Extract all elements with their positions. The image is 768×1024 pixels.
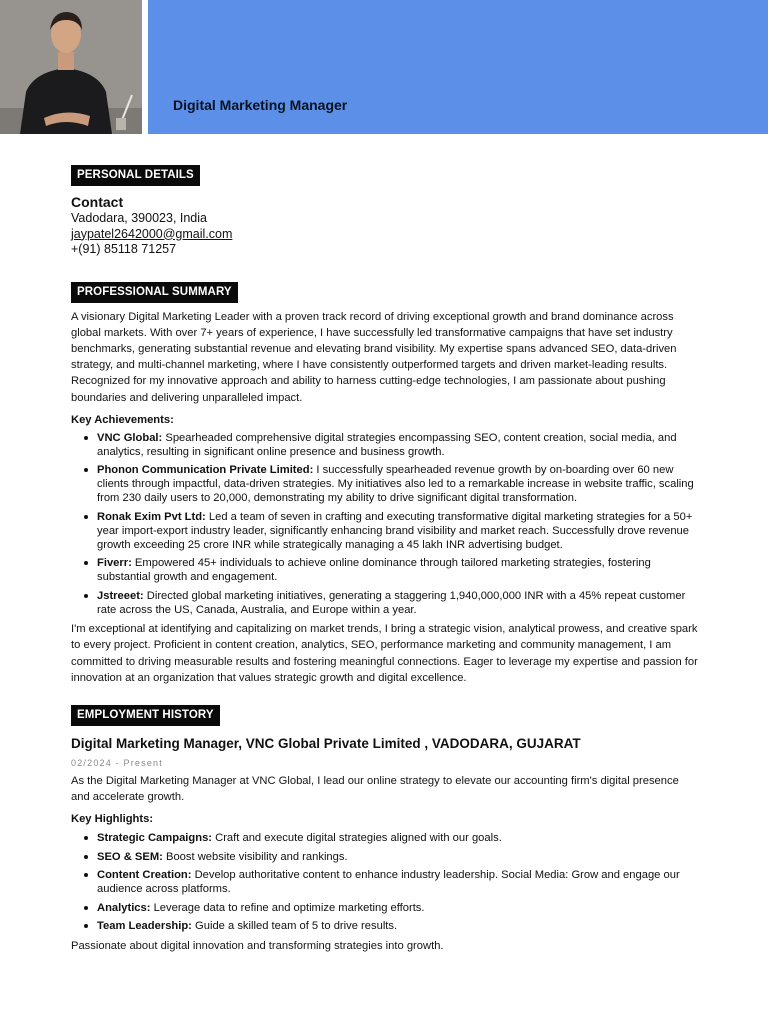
list-item — [71, 919, 699, 933]
email-link[interactable]: jaypatel2642000@gmail.com — [71, 226, 233, 241]
highlights-list — [71, 831, 699, 933]
list-item — [71, 850, 699, 864]
contact-title: Contact — [71, 194, 124, 210]
highlight-text: Craft and execute digital strategies aligned with our goals. — [212, 832, 502, 845]
list-item — [71, 463, 699, 505]
achievement-label: Jstreeet: — [97, 589, 144, 602]
summary-closing: I'm exceptional at identifying and capitalizing on market trends, I bring a strategic vision, analytical prowess, and creative spark to every project. Proficient in content creation, analytics, SEO, performance marketing and community management, I am committed to driving measurable results and fostering meaningful connections. Eager to leverage my expertise and passion for innovation at an organization that values strategic growth and digital excellence. — [71, 623, 698, 684]
achievements-heading: Key Achievements: — [71, 413, 174, 426]
phone-number: +(91) 85118 71257 — [71, 242, 177, 256]
highlight-label: Strategic Campaigns: — [97, 832, 213, 845]
list-item — [71, 901, 699, 915]
list-item — [71, 510, 699, 552]
achievements-list — [71, 431, 699, 617]
highlight-label: Analytics: — [97, 901, 151, 914]
professional-summary-section — [71, 282, 699, 687]
achievement-label: Phonon Communication Private Limited: — [97, 464, 314, 477]
resume-header — [0, 0, 768, 134]
achievement-label: Ronak Exim Pvt Ltd: — [97, 510, 206, 523]
achievement-text: I successfully spearheaded revenue growth by on-boarding over 60 new clients through impactful, data-driven strategies. My initiatives also led to a remarkable increase in website traffic, scaling from 230 daily users to 20,000, demonstrating my ability to drive significant digital transformation. — [97, 464, 694, 505]
list-item — [71, 868, 699, 896]
employment-history-section — [71, 705, 699, 954]
employment-history-heading: EMPLOYMENT HISTORY — [71, 705, 220, 726]
achievement-label: VNC Global: — [97, 431, 163, 444]
person-portrait-icon — [0, 0, 142, 134]
job-dates: 02/2024 - Present — [71, 758, 163, 769]
header-accent-band — [148, 0, 768, 134]
personal-details-section — [71, 165, 699, 258]
address: Vadodara, 390023, India — [71, 211, 207, 225]
list-item — [71, 831, 699, 845]
employment-closing: Passionate about digital innovation and transforming strategies into growth. — [71, 939, 444, 952]
achievement-text: Spearheaded comprehensive digital strategies encompassing SEO, content creation, social media, and analytics, resulting in significant online presence and business growth. — [97, 431, 677, 458]
achievement-text: Directed global marketing initiatives, generating a staggering 1,940,000,000 INR with a 45% repeat customer rate across the US, Canada, Australia, and Europe within a year. — [97, 589, 686, 616]
achievement-text: Led a team of seven in crafting and executing transformative digital marketing strategies for a 50+ year import-export industry leader, significantly enhancing brand visibility and market reach. Successfully drove revenue growth exceeding 25 crore INR while strategically managing a 45 lakh INR advertising budget. — [97, 510, 693, 551]
highlight-label: Team Leadership: — [97, 920, 192, 933]
highlight-text: Guide a skilled team of 5 to drive results. — [191, 920, 398, 933]
job-entry-title: Digital Marketing Manager, VNC Global Private Limited , VADODARA, GUJARAT — [71, 736, 581, 752]
highlight-text: Leverage data to refine and optimize marketing efforts. — [150, 901, 425, 914]
professional-summary-heading: PROFESSIONAL SUMMARY — [71, 282, 238, 303]
list-item — [71, 431, 699, 459]
highlight-label: SEO & SEM: — [97, 850, 163, 863]
achievement-label: Fiverr: — [97, 557, 132, 570]
highlights-heading: Key Highlights: — [71, 813, 154, 826]
highlight-text: Develop authoritative content to enhance industry leadership. Social Media: Grow and engage our audience across platforms. — [97, 869, 680, 896]
profile-photo — [0, 0, 142, 134]
list-item — [71, 589, 699, 617]
achievement-text: Empowered 45+ individuals to achieve online dominance through tailored marketing strategies, fostering substantial growth and engagement. — [97, 557, 651, 584]
job-description: As the Digital Marketing Manager at VNC Global, I lead our online strategy to elevate our accounting firm's digital presence and accelerate growth. — [71, 775, 679, 804]
job-role-title: Digital Marketing Manager — [173, 97, 348, 113]
resume-body — [71, 165, 699, 954]
summary-intro: A visionary Digital Marketing Leader with a proven track record of driving exceptional growth and brand dominance across global markets. With over 7+ years of experience, I have successfully led transformative campaigns that have set industry benchmarks, generating substantial revenue and elevating brand visibility. My expertise spans advanced SEO, data-driven strategy, and multi-channel marketing, where I have consistently outperformed targets and driven market-leading results. Recognized for my innovative approach and ability to harness cutting-edge technologies, I am passionate about pushing boundaries and delivering unparalleled impact. — [71, 310, 677, 404]
highlight-text: Boost website visibility and rankings. — [162, 850, 348, 863]
highlight-label: Content Creation: — [97, 869, 192, 882]
personal-details-heading: PERSONAL DETAILS — [71, 165, 200, 186]
list-item — [71, 556, 699, 584]
